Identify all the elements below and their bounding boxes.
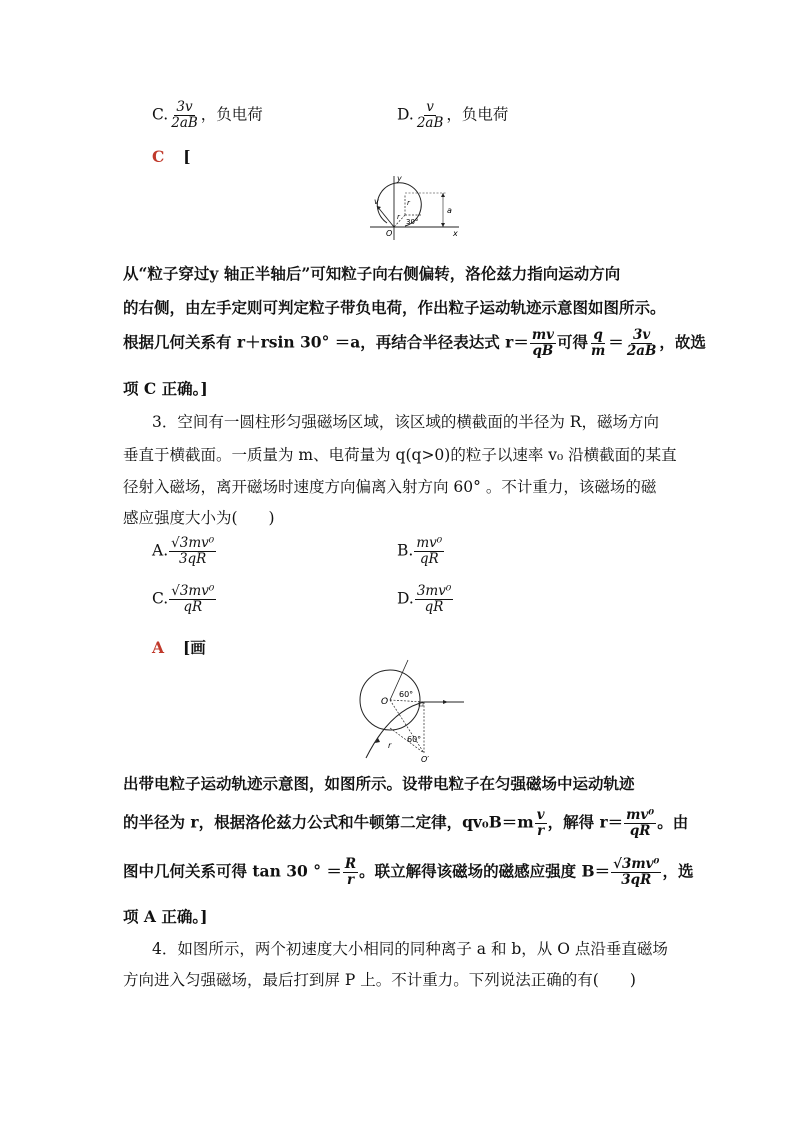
numerator: v [426, 99, 434, 115]
denominator: qR [629, 822, 651, 839]
label-x: x [453, 229, 458, 238]
label-r1: r [407, 199, 410, 207]
numerator: √3mv⁰ [171, 535, 215, 551]
numerator: q [593, 327, 603, 343]
numerator: R [344, 856, 357, 872]
option-fraction [169, 584, 216, 615]
q2-explanation-line-1: 从“粒子穿过y 轴正半轴后”可知粒子向右侧偏转，洛伦兹力指向运动方向 [123, 264, 621, 283]
height-arrow-top [441, 193, 445, 197]
option-text: ，负电荷 [200, 105, 263, 124]
numerator: √3mv⁰ [613, 856, 660, 872]
fraction [589, 328, 607, 359]
numerator: √3mv⁰ [171, 583, 215, 599]
numerator: v [536, 807, 545, 823]
fraction [611, 857, 661, 888]
denominator: r [346, 871, 355, 888]
text-segment: ，故选 [659, 332, 706, 352]
q3-option-d [397, 584, 454, 615]
q3-stem-line-3: 径射入磁场，离开磁场时速度方向偏离入射方向 60° 。不计重力，该磁场的磁 [123, 478, 657, 496]
explanation-bracket: [画 [182, 638, 206, 657]
fraction [530, 328, 556, 359]
option-label: D. [397, 589, 414, 608]
denominator: qR [424, 598, 444, 615]
explanation-bracket: [ [183, 147, 191, 166]
numerator: 3mv⁰ [416, 583, 452, 599]
label-v: v [374, 197, 379, 206]
text-segment: ，选 [662, 861, 694, 881]
q3-option-b [397, 536, 445, 567]
option-label: A. [152, 541, 169, 560]
velocity-arrow [377, 206, 394, 227]
denominator: 3qR [178, 550, 207, 567]
q2-explanation-line-4: 项 C 正确。] [123, 379, 208, 398]
q2-answer-header [152, 147, 191, 166]
q3-explanation-line-4: 项 A 正确。] [123, 907, 208, 926]
trajectory-figure-2 [350, 658, 470, 766]
q2-option-d [397, 100, 508, 131]
q2-explanation-line-3 [123, 328, 706, 359]
q3-explanation-line-2 [123, 808, 688, 839]
denominator: qR [419, 550, 439, 567]
denominator: 2aB [171, 114, 198, 131]
option-text: ，负电荷 [446, 105, 509, 124]
answer-letter: A [152, 638, 165, 657]
denominator: r [537, 822, 545, 839]
denominator: qR [183, 598, 203, 615]
q3-answer-header [152, 636, 206, 658]
denominator: qB [532, 342, 554, 359]
numerator: 3v [176, 99, 193, 115]
text-segment: 图中几何关系可得 tan 30 ° ＝ [123, 861, 342, 881]
fraction [624, 808, 656, 839]
fraction [343, 857, 358, 888]
denominator: 2aB [416, 114, 444, 131]
text-segment: 。联立解得该磁场的磁感应强度 B＝ [359, 861, 611, 881]
label-o-prime: O′ [421, 755, 430, 764]
denominator: m [591, 342, 606, 359]
text-segment: 可得 [556, 332, 588, 352]
option-label: C. [152, 589, 169, 608]
option-label: B. [397, 541, 414, 560]
q3-option-c [152, 584, 217, 615]
numerator: 3v [632, 327, 651, 343]
q3-explanation-line-1: 出带电粒子运动轨迹示意图，如图所示。设带电粒子在匀强磁场中运动轨迹 [123, 774, 635, 793]
label-r: r [388, 741, 392, 750]
q2-explanation-line-2: 的右侧，由左手定则可判定粒子带负电荷，作出粒子运动轨迹示意图如图所示。 [123, 298, 666, 317]
answer-letter: C [152, 147, 165, 166]
fraction [625, 328, 659, 359]
text-segment: 根据几何关系有 r＋rsin 30° ＝a，再结合半径表达式 r＝ [123, 332, 529, 352]
option-fraction [169, 536, 216, 567]
option-fraction [169, 100, 200, 131]
text-segment: 的半径为 r，根据洛伦兹力公式和牛顿第二定律，qv₀B＝m [123, 812, 534, 832]
label-angle-2: 60° [407, 735, 422, 744]
label-a: a [447, 206, 452, 215]
label-origin: O [386, 229, 393, 238]
exit-arrow [443, 700, 448, 704]
numerator: mv [531, 327, 554, 343]
text-segment: ＝ [608, 332, 624, 352]
label-r2: r [397, 213, 400, 221]
numerator: mv⁰ [626, 807, 655, 823]
label-angle: 30° [406, 218, 419, 226]
denominator: 2aB [626, 342, 657, 359]
fraction [535, 808, 547, 839]
numerator: mv⁰ [416, 535, 443, 551]
label-angle-1: 60° [399, 690, 414, 699]
text-segment: ，解得 r＝ [547, 812, 624, 832]
q3-explanation-line-3 [123, 857, 693, 888]
option-fraction [414, 536, 444, 567]
denominator: 3qR [621, 871, 652, 888]
q4-stem-line-2: 方向进入匀强磁场，最后打到屏 P 上。不计重力。下列说法正确的有( ) [123, 971, 636, 989]
label-y: y [397, 174, 402, 183]
trajectory-figure-1 [365, 172, 465, 242]
q3-option-a [152, 536, 217, 567]
text-segment: 。由 [657, 812, 689, 832]
q2-option-c [152, 100, 263, 131]
option-fraction [415, 100, 446, 131]
q3-stem-line-4: 感应强度大小为( ) [123, 509, 275, 527]
height-arrow-bottom [441, 223, 445, 227]
q3-stem-line-2: 垂直于横截面。一质量为 m、电荷量为 q(q>0)的粒子以速率 v₀ 沿横截面的某直 [123, 446, 677, 464]
option-label: D. [397, 105, 414, 124]
label-o: O [381, 697, 389, 707]
option-fraction [415, 584, 453, 615]
q3-stem-line-1: 3．空间有一圆柱形匀强磁场区域，该区域的横截面的半径为 R，磁场方向 [152, 413, 659, 431]
q4-stem-line-1: 4．如图所示，两个初速度大小相同的同种离子 a 和 b，从 O 点沿垂直磁场 [152, 940, 668, 958]
option-label: C. [152, 105, 169, 124]
